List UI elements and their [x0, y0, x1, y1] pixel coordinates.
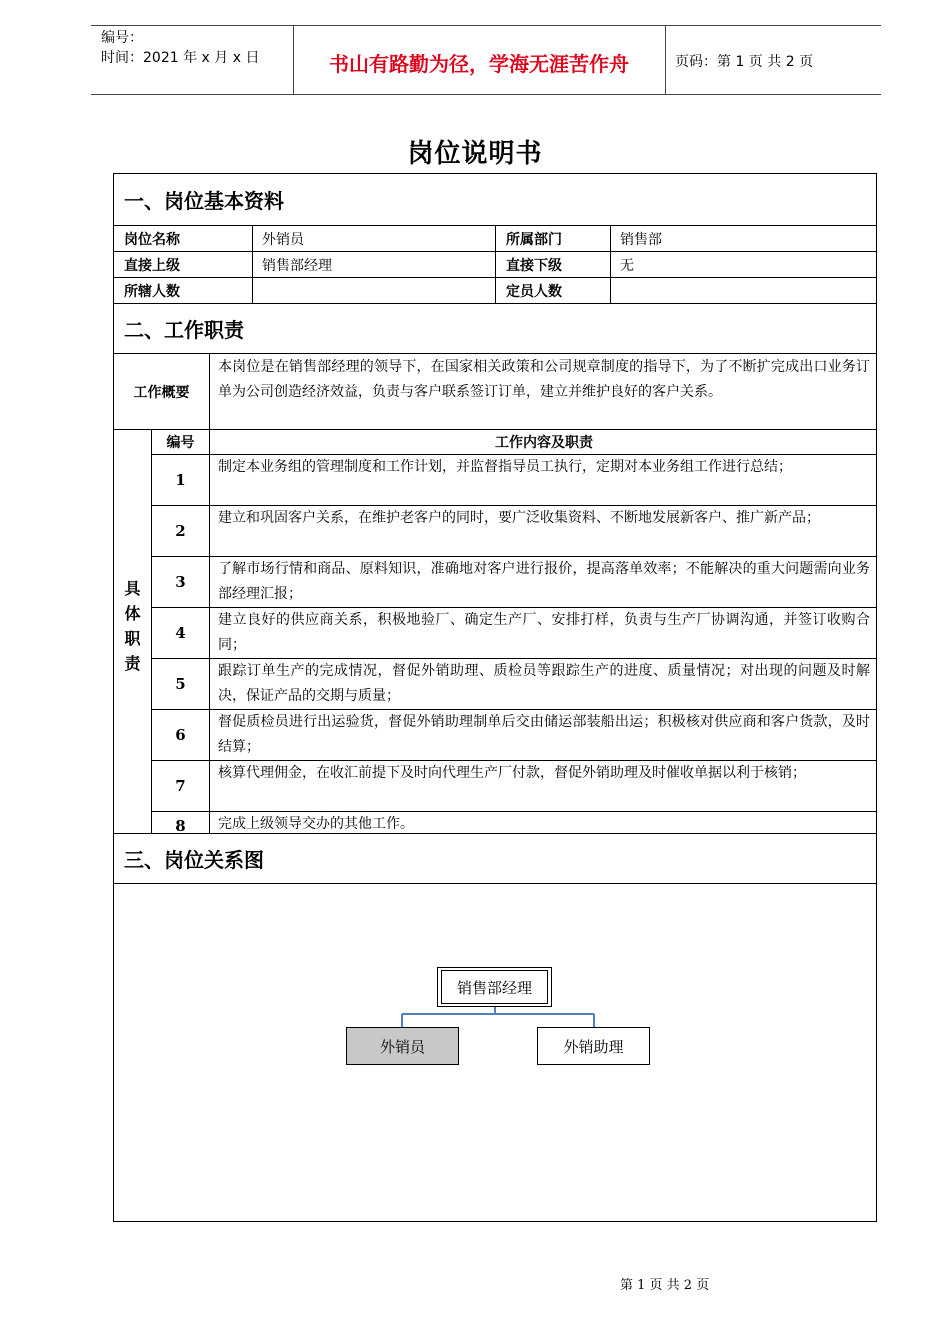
value-department: 销售部 [620, 231, 662, 248]
duty-text: 核算代理佣金，在收汇前提下及时向代理生产厂付款，督促外销助理及时催收单据以利于核销； [218, 765, 806, 781]
duty-number: 8 [175, 817, 186, 835]
duty-text: 建立和巩固客户关系，在维护老客户的同时，要广泛收集资料、不断地发展新客户、推广新产品； [218, 510, 820, 526]
label-department: 所属部门 [506, 231, 562, 248]
page-header [91, 25, 881, 95]
value-supervisor: 销售部经理 [262, 257, 332, 274]
duty-text: 督促质检员进行出运验货，督促外销助理制单后交由储运部装船出运；积极核对供应商和客户货款，及时结算； [218, 714, 870, 755]
duty-number: 1 [175, 471, 186, 489]
label-specific-duties: 具体职责 [124, 579, 141, 673]
duty-text: 跟踪订单生产的完成情况，督促外销助理、质检员等跟踪生产的进度、质量情况；对出现的问题及时解决，保证产品的交期与质量； [218, 663, 870, 704]
duty-number: 4 [175, 624, 186, 642]
org-node-sales-assistant: 外销助理 [537, 1027, 650, 1065]
section-1-heading: 一、岗位基本资料 [124, 189, 284, 213]
duty-text: 完成上级领导交办的其他工作。 [218, 816, 414, 832]
page-footer: 第 1 页 共 2 页 [620, 1278, 710, 1293]
label-headcount-fixed: 定员人数 [506, 283, 562, 300]
number-label: 编号： [101, 30, 143, 46]
label-position-name: 岗位名称 [124, 231, 180, 248]
duty-text: 了解市场行情和商品、原料知识，准确地对客户进行报价，提高落单效率；不能解决的重大问题需向业务部经理汇报； [218, 561, 870, 602]
header-page-label: 页码：第 1 页 共 2 页 [675, 54, 814, 70]
section-2-heading: 二、工作职责 [124, 317, 244, 342]
section-3-heading: 三、岗位关系图 [124, 847, 264, 872]
work-summary-text: 本岗位是在销售部经理的领导下，在国家相关政策和公司规章制度的指导下，为了不断扩完成出口业务订单为公司创造经济效益，负责与客户联系签订订单，建立并维护良好的客户关系。 [218, 359, 870, 400]
org-node-sales-manager-label: 销售部经理 [441, 970, 548, 1004]
duty-number: 5 [175, 675, 186, 693]
label-headcount-managed: 所辖人数 [124, 283, 180, 300]
value-position-name: 外销员 [262, 231, 304, 248]
document-title: 岗位说明书 [407, 139, 543, 169]
label-supervisor: 直接上级 [124, 257, 180, 274]
duty-number: 3 [175, 573, 186, 591]
duty-number: 7 [175, 777, 186, 795]
header-meta [101, 28, 291, 68]
label-work-summary: 工作概要 [133, 384, 190, 401]
label-subordinate: 直接下级 [506, 257, 562, 274]
duty-text: 制定本业务组的管理制度和工作计划，并监督指导员工执行，定期对本业务组工作进行总结； [218, 459, 792, 475]
job-description-table [113, 173, 877, 1222]
header-divider [665, 26, 666, 94]
duty-number: 2 [175, 522, 186, 540]
header-motto: 书山有路勤为径，学海无涯苦作舟 [329, 52, 629, 76]
org-node-sales-rep: 外销员 [346, 1027, 459, 1065]
column-header-number: 编号 [166, 435, 195, 451]
duty-text: 建立良好的供应商关系，积极地验厂、确定生产厂、安排打样，负责与生产厂协调沟通，并签订收购合同； [218, 612, 870, 653]
duty-number: 6 [175, 726, 186, 744]
value-subordinate: 无 [620, 257, 634, 274]
date-label: 时间：2021 年 x 月 x 日 [101, 50, 260, 66]
column-header-content: 工作内容及职责 [495, 435, 593, 451]
